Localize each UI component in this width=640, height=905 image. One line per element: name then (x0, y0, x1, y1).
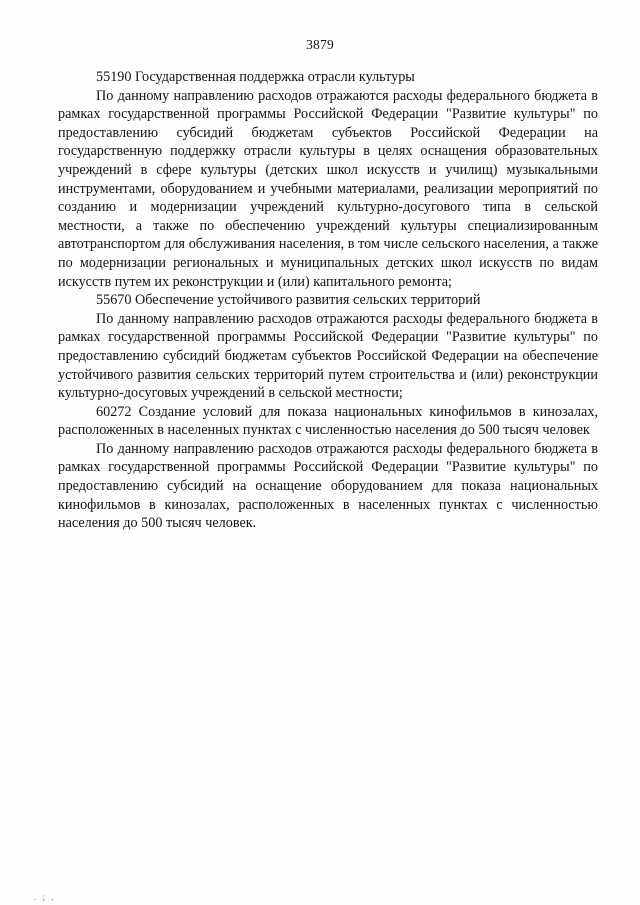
section-heading-60272: 60272 Создание условий для показа национальных кинофильмов в кинозалах, расположенных в населенных пунктах с численностью населения до 500 тысяч человек (58, 403, 598, 439)
section-body-60272: По данному направлению расходов отражаются расходы федерального бюджета в рамках государственной программы Российской Федерации "Развитие культуры" по предоставлению субсидий на оснащение оборудованием для показа национальных кинофильмов в кинозалах, расположенных в населенных пунктах с численностью населения до 500 тысяч человек. (58, 440, 598, 532)
section-heading-55670: 55670 Обеспечение устойчивого развития сельских территорий (96, 292, 481, 309)
page-number: 3879 (306, 37, 334, 52)
section-body-55190: По данному направлению расходов отражаются расходы федерального бюджета в рамках государственной программы Российской Федерации "Развитие культуры" по предоставлению субсидий бюджетам субъектов Российской Федерации на государственную поддержку отрасли культуры в целях оснащения образовательных учреждений в сфере культуры (детских школ искусств и училищ) музыкальными инструментами, оборудованием и учебными материалами, реализации мероприятий по созданию и модернизации учреждений культурно-досугового типа в сельской местности, а также по обеспечению учреждений культуры специализированным автотранспортом для обслуживания населения, в том числе сельского населения, а также по модернизации региональных и муниципальных детских школ искусств по видам искусств путем их реконструкции и (или) капитального ремонта; (58, 87, 598, 290)
document-body (58, 68, 598, 533)
scan-artifact-marks: . ; . (34, 892, 56, 902)
section-heading-55190: 55190 Государственная поддержка отрасли культуры (96, 69, 415, 85)
section-body-55670: По данному направлению расходов отражаются расходы федерального бюджета в рамках государственной программы Российской Федерации "Развитие культуры" по предоставлению субсидий бюджетам субъектов Российской Федерации на обеспечение устойчивого развития сельских территорий путем строительства и (или) реконструкции культурно-досуговых учреждений в сельской местности; (58, 310, 598, 402)
